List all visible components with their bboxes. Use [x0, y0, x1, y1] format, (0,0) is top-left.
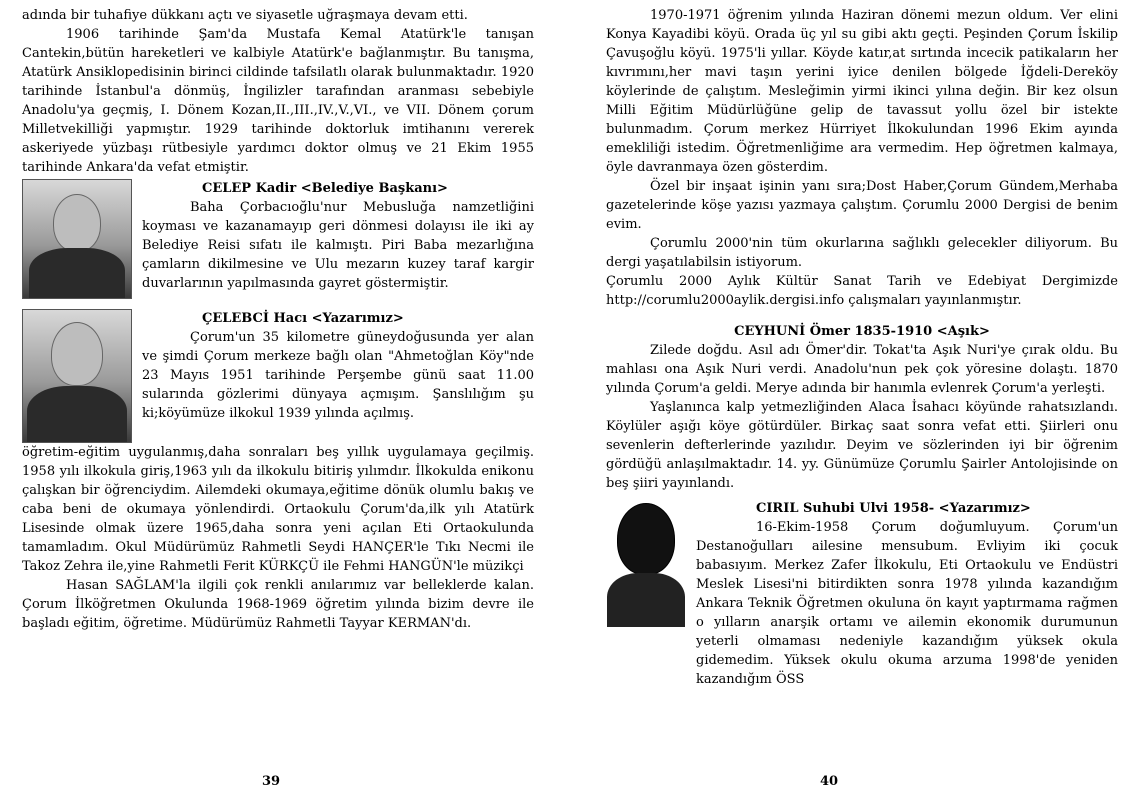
entry-celep — [22, 179, 534, 299]
paragraph: adında bir tuhafiye dükkanı açtı ve siyasetle uğraşmaya devam etti. — [22, 8, 468, 23]
paragraph: Hasan SAĞLAM'la ilgili çok renkli anılarımız var belleklerde kalan. Çorum İlköğretmen Okulunda 1968-1969 öğretim yılında bizim devre ile başladı eğitim, öğretime. Müdürümüz Rahmetli Tayyar KERMAN'dı. — [22, 578, 534, 631]
paragraph: Zilede doğdu. Asıl adı Ömer'dir. Tokat'ta Aşık Nuri'ye çırak oldu. Bu mahlası ona Aşık Nuri verdi. Anadolu'nun pek çok yöresine dolaştı. 1870 yılında Çorum'a geldi. Merye adında bir hanımla evlenrek Çorum'a yerleşti. — [606, 343, 1118, 396]
entry-title-ceyhuni: CEYHUNİ Ömer 1835-1910 <Aşık> — [734, 324, 990, 339]
page-number: 39 — [262, 774, 281, 789]
paragraph: Çorum'un 35 kilometre güneydoğusunda yer alan ve şimdi Çorum merkeze bağlı olan "Ahmetoğlan Köy"nde 23 Mayıs 1951 tarihinde Perşembe günü saat 11.00 sularında gözlerimi dünyaya açmışım. Şanslılığım şu ki;köyümüze ilkokul 1939 yılında açılmış. — [142, 330, 534, 421]
paragraph: Baha Çorbacıoğlu'nur Mebusluğa namzetliğini koyması ve kazanamayıp geri dönmesi dolayısı ile iki ay Belediye Reisi sıfatı ile kalmıştı. Piri Baba mezarlığına çamların dikilmesine ve Ulu mezarın kuzey taraf kargir duvarlarının yapılmasında gayret göstermiştir. — [142, 200, 534, 291]
portrait-photo-celebci — [22, 309, 132, 443]
paragraph: Çorumlu 2000'nin tüm okurlarına sağlıklı gelecekler diliyorum. Bu dergi yaşatılabilsin istiyorum. — [606, 236, 1118, 270]
paragraph: Yaşlanınca kalp yetmezliğinden Alaca İsahacı köyünde rahatsızlandı. Köylüler aşığı köye götürdüler. Birkaç saat sonra vefat etti. Şiirleri onu sevenlerin defterlerinde yazılıdır. Deyim ve sözlerinden iyi bir öğrenim gördüğü anlaşılmaktadır. 14. yy. Günümüze Çorumlu Şairler Antolojisinde on beş şiiri yayınlandı. — [606, 400, 1118, 491]
entry-title-ciril: CIRIL Suhubi Ulvi 1958- <Yazarımız> — [756, 501, 1031, 516]
portrait-photo-celep — [22, 179, 132, 299]
entry-title-celebci: ÇELEBCİ Hacı <Yazarımız> — [202, 311, 404, 326]
paragraph: 16-Ekim-1958 Çorum doğumluyum. Çorum'un Destanoğulları ailesine mensubum. Evliyim iki çocuk babasıyım. Merkez Zafer İlkokulu, Eti Ortaokulu ve Endüstri Meslek Lisesi'ni bitirdikten sonra 1978 yılında kazandığım Ankara Teknik Öğretmen okuluna ön kayıt yaptırmama rağmen o yılların anarşik ortamı ve ailemin ekonomik durumunun yeterli olmaması nedeniyle kazandığım yüksek okula gidemedim. Yüksek okulu okuma arzuma 1998'de yeniden kazandığım ÖSS — [696, 520, 1118, 687]
left-page — [22, 6, 534, 789]
paragraph: Özel bir inşaat işinin yanı sıra;Dost Haber,Çorum Gündem,Merhaba gazetelerinde köşe yazısı yazmaya çalıştım. Çorumlu 2000 Dergisi de benim evim. — [606, 179, 1118, 232]
paragraph: 1906 tarihinde Şam'da Mustafa Kemal Atatürk'le tanışan Cantekin,bütün hareketleri ve kalbiyle Atatürk'e bağlanmıştır. Bu tanışma, Atatürk Ansiklopedisinin birinci cildinde tafsilatlı olarak bulunmaktadır. 1920 tarihinde İstanbul'a dönmüş, İngilizler tarafından aranması sebebiyle Anadolu'ya geçmiş, I. Dönem Kozan,II.,III.,IV.,V.,VI., ve VII. Dönem çorum Milletvekilliği yapmıştır. 1929 tarihinde doktorluk imtihanını vererek askeriyede yüzbaşı rütbesiyle yardımcı doktor olmuş ve 21 Ekim 1955 tarihinde Ankara'da vefat etmiştir. — [22, 27, 534, 175]
entry-title-celep: CELEP Kadir <Belediye Başkanı> — [202, 181, 448, 196]
paragraph: 1970-1971 öğrenim yılında Haziran dönemi mezun oldum. Ver elini Konya Kayadibi köyü. Orada üç yıl su gibi aktı geçti. Peşinden Çorum İskilip Çavuşoğlu köyü. 1975'li yıllar. Köyde katır,at sırtında incecik patikaların her kıvrımını,her mavi taşın yerini iyice denilen bölgede İğdeli-Dereköy köylerinde de çalıştım. Mesleğimin yirmi ikinci yılına değin. Bir kez olsun Milli Eğitim Müdürlüğüne gelip de tavassut yollu özel bir istekte bulunmadım. Çorum merkez Hürriyet İlkokulundan 1996 Ekim ayında emekliliği istedim. Öğretmenliğime ara vermedim. Hep öğretmen kalmaya, öyle davranmaya özen gösterdim. — [606, 8, 1118, 175]
entry-ciril — [606, 499, 1118, 689]
paragraph: Çorumlu 2000 Aylık Kültür Sanat Tarih ve Edebiyat Dergimizde http://corumlu2000aylik.dergisi.info çalışmaları yayınlanmıştır. — [606, 274, 1118, 308]
entry-celebci — [22, 309, 534, 443]
paragraph: öğretim-eğitim uygulanmış,daha sonraları beş yıllık uygulamaya geçilmiş. 1958 yılı ilkokula giriş,1963 yılı da ilkokulu bitiriş yılımdır. İlkokulda enikonu çalışkan bir öğrenciydim. Ailemdeki okumaya,eğitime dönük olumlu bakış ve caba beni de okumaya yönlendirdi. Ortaokulu Çorum'da,ilk yılı Atatürk Lisesinde olmak üzere 1965,daha sonra yeni açılan Eti Ortaokulunda tamamladım. Okul Müdürümüz Rahmetli Seydi HANÇER'le Tıkı Necmi ile Takoz Zehra ile,yine Rahmetli Ferit KÜRKÇÜ ile Fehmi HANGÜN'le müzikçi — [22, 445, 534, 574]
page-number: 40 — [820, 774, 839, 789]
portrait-photo-ciril — [606, 499, 686, 627]
right-page — [606, 6, 1118, 789]
